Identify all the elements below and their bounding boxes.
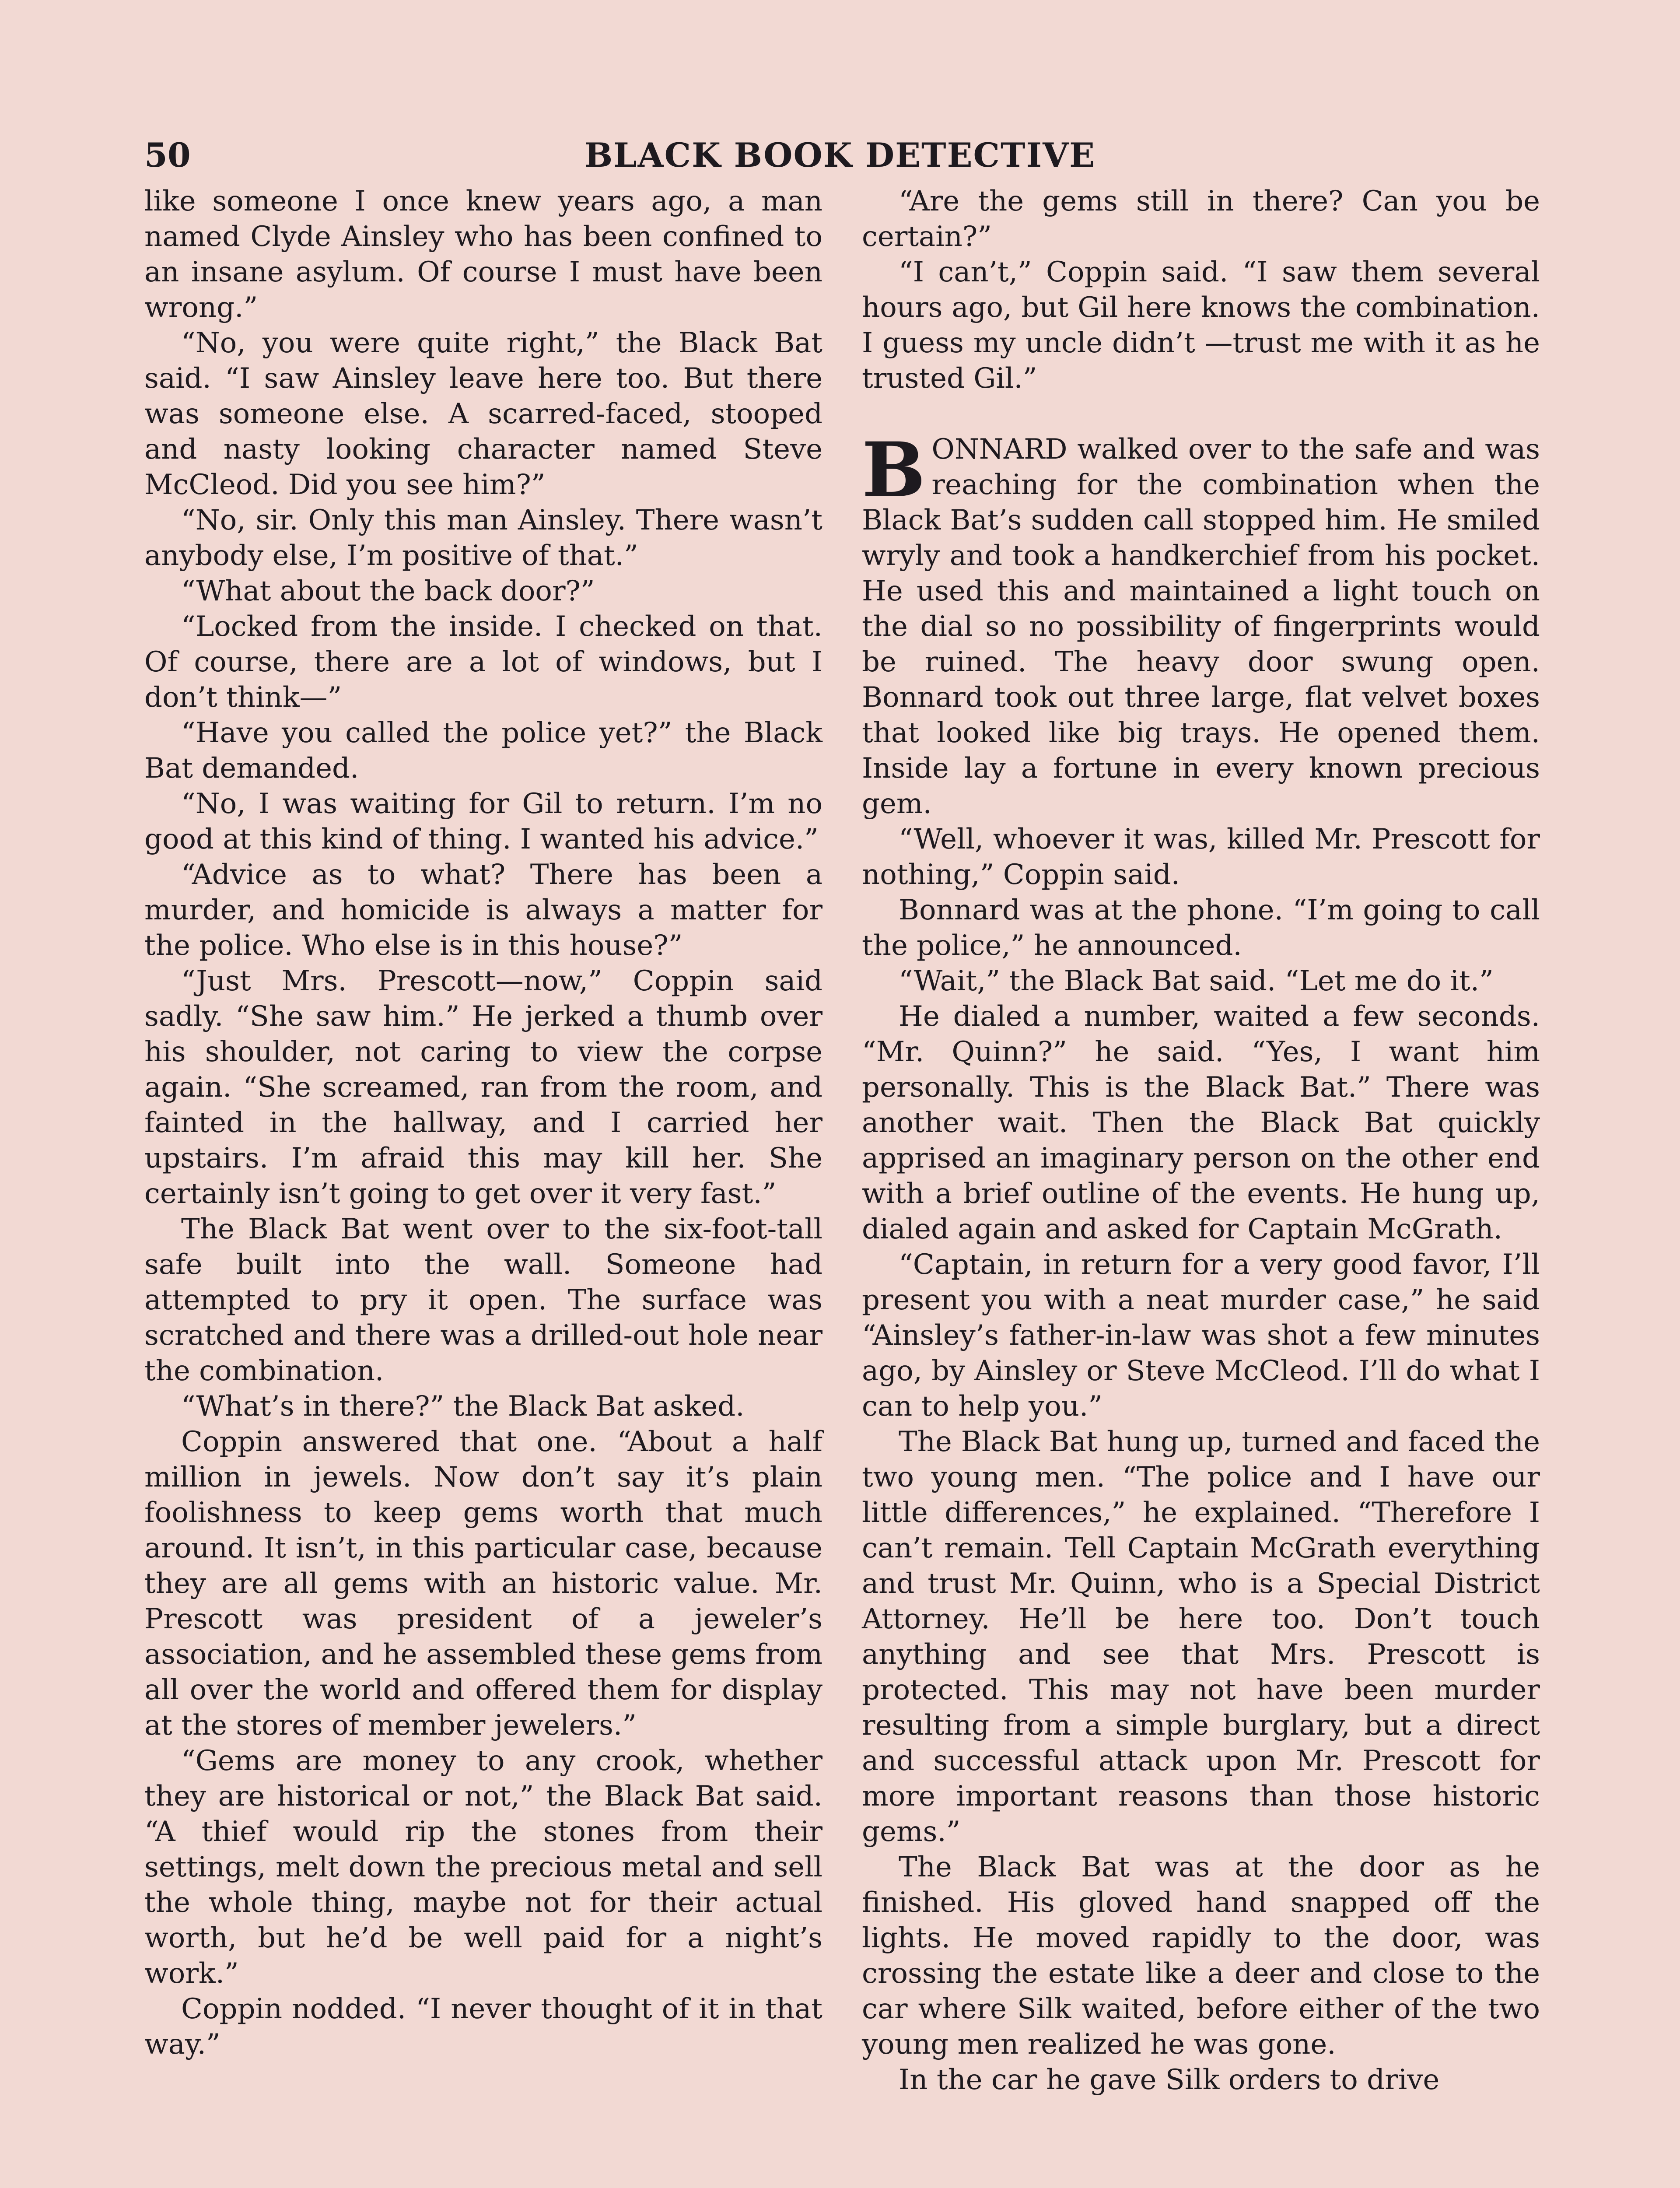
paragraph: “Captain, in return for a very good favor, I’ll present you with a neat murder case,” he said “Ainsley’s father-in-law was shot a few minutes ago, by Ainsley or Steve McCleod. I’ll do what I can to help you.”	[862, 1248, 1540, 1423]
paragraph: The Black Bat was at the door as he finished. His gloved hand snapped off the lights. He moved rapidly to the door, was crossing the estate like a deer and close to the car where Silk waited, before either of the two young men realized he was gone.	[862, 1851, 1540, 2061]
paragraph: “Well, whoever it was, killed Mr. Prescott for nothing,” Coppin said.	[862, 823, 1540, 891]
right-column	[862, 184, 1540, 2098]
paragraph: “What’s in there?” the Black Bat asked.	[181, 1390, 745, 1423]
paragraph: “Gems are money to any crook, whether they are historical or not,” the Black Bat said. “A thief would rip the stones from their settings, melt down the precious metal and sell the whole thing, maybe not for their actual worth, but he’d be well paid for a night’s work.”	[144, 1745, 822, 1990]
page-header	[144, 131, 1536, 179]
paragraph: He dialed a number, waited a few seconds. “Mr. Quinn?” he said. “Yes, I want him personally. This is the Black Bat.” There was another wait. Then the Black Bat quickly apprised an imaginary person on the other end with a brief outline of the events. He hung up, dialed again and asked for Captain McGrath.	[862, 1000, 1540, 1245]
paragraph: like someone I once knew years ago, a man named Clyde Ainsley who has been confined to an insane asylum. Of course I must have been wrong.”	[144, 185, 822, 324]
paragraph: “I can’t,” Coppin said. “I saw them several hours ago, but Gil here knows the combination. I guess my uncle didn’t —trust me with it as he trusted Gil.”	[862, 256, 1540, 395]
section-break	[862, 396, 1540, 432]
dropcap-paragraph-text: ONNARD walked over to the safe and was reaching for the combination when the Black Bat’s sudden call stopped him. He smiled wryly and took a handkerchief from his pocket. He used this and maintained a light touch on the dial so no possibility of fingerprints would be ruined. The heavy door swung open. Bonnard took out three large, flat velvet boxes that looked like big trays. He opened them. Inside lay a fortune in every known precious gem.	[862, 433, 1540, 820]
paragraph: “Locked from the inside. I checked on that. Of course, there are a lot of windows, but I don’t think—”	[144, 610, 822, 714]
paragraph: “Are the gems still in there? Can you be certain?”	[862, 185, 1540, 253]
page-number: 50	[144, 136, 191, 175]
paragraph: “What about the back door?”	[181, 575, 595, 607]
paragraph: “No, you were quite right,” the Black Bat said. “I saw Ainsley leave here too. But there was someone else. A scarred-faced, stooped and nasty looking character named Steve McCleod. Did you see him?”	[144, 327, 822, 501]
running-title: BLACK BOOK DETECTIVE	[584, 136, 1096, 175]
paragraph: The Black Bat went over to the six-foot-tall safe built into the wall. Someone had attempted to pry it open. The surface was scratched and there was a drilled-out hole near the combination.	[144, 1213, 822, 1387]
paragraph: “Have you called the police yet?” the Black Bat demanded.	[144, 717, 822, 785]
left-column	[144, 184, 822, 2062]
paragraph: Bonnard was at the phone. “I’m going to call the police,” he announced.	[862, 894, 1540, 962]
paragraph: The Black Bat hung up, turned and faced the two young men. “The police and I have our little differences,” he explained. “Therefore I can’t remain. Tell Captain McGrath everything and trust Mr. Quinn, who is a Special District Attorney. He’ll be here too. Don’t touch anything and see that Mrs. Prescott is protected. This may not have been murder resulting from a simple burglary, but a direct and successful attack upon Mr. Prescott for more important reasons than those historic gems.”	[862, 1426, 1540, 1848]
paragraph: “No, sir. Only this man Ainsley. There wasn’t anybody else, I’m positive of that.”	[144, 504, 822, 572]
paragraph: Coppin answered that one. “About a half million in jewels. Now don’t say it’s plain foolishness to keep gems worth that much around. It isn’t, in this particular case, because they are all gems with an historic value. Mr. Prescott was president of a jeweler’s association, and he assembled these gems from all over the world and offered them for display at the stores of member jewelers.”	[144, 1426, 822, 1742]
paragraph: “Advice as to what? There has been a murder, and homicide is always a matter for the police. Who else is in this house?”	[144, 859, 822, 962]
paragraph: In the car he gave Silk orders to drive	[899, 2064, 1440, 2096]
paragraph: “Just Mrs. Prescott—now,” Coppin said sadly. “She saw him.” He jerked a thumb over his shoulder, not caring to view the corpse again. “She screamed, ran from the room, and fainted in the hallway, and I carried her upstairs. I’m afraid this may kill her. She certainly isn’t going to get over it very fast.”	[144, 965, 822, 1210]
paragraph: Coppin nodded. “I never thought of it in that way.”	[144, 1993, 822, 2061]
dropcap-paragraph	[862, 425, 1540, 822]
paragraph: “No, I was waiting for Gil to return. I’m no good at this kind of thing. I wanted his advice.”	[144, 788, 822, 856]
paragraph: “Wait,” the Black Bat said. “Let me do it.”	[899, 965, 1494, 997]
drop-cap-letter: B	[862, 425, 926, 514]
